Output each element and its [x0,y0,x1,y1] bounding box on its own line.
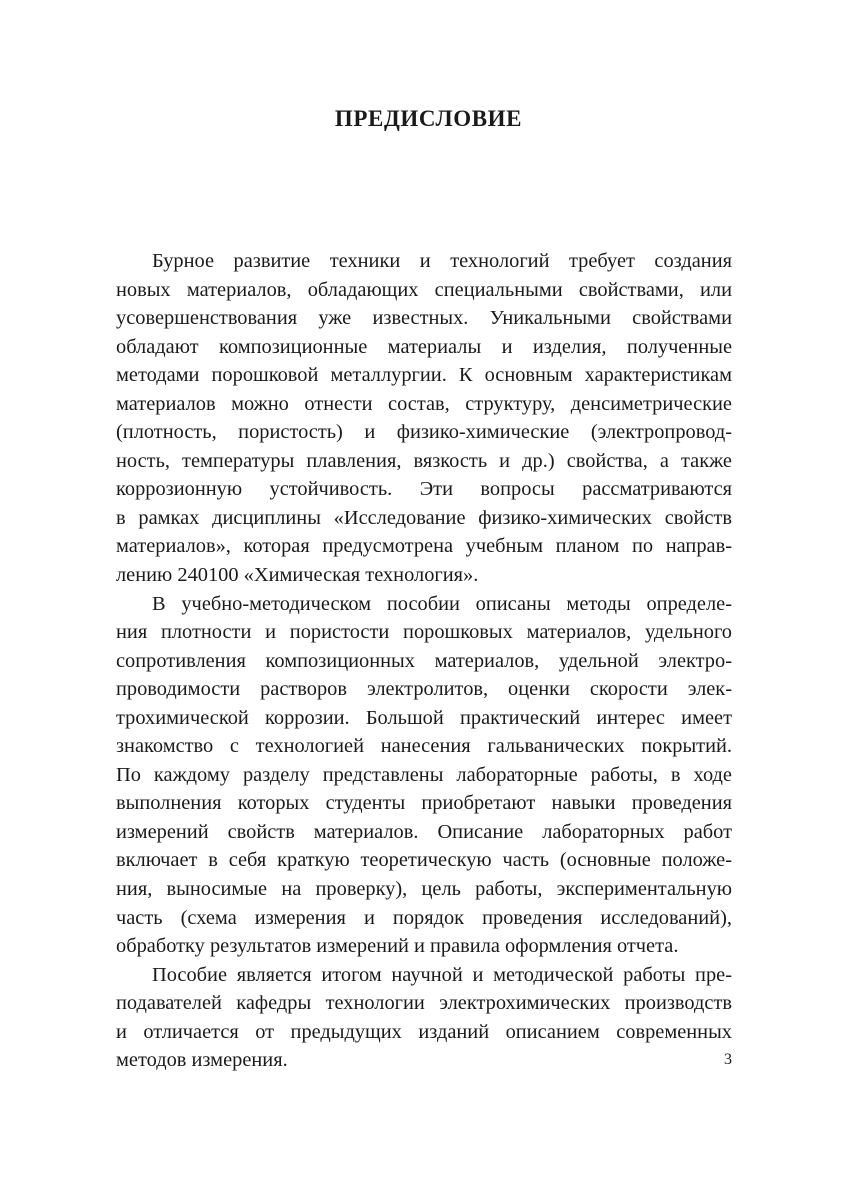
page-number: 3 [724,1051,732,1068]
text-line: (плотность, пористость) и физико-химические (электропровод- [116,421,732,444]
text-line: сопротивления композиционных материалов, удельной электро- [116,649,732,672]
text-line: выполнения которых студенты приобретают навыки проведения [116,792,732,815]
text-line: материалов», которая предусмотрена учебным планом по направ- [116,535,732,558]
text-line: коррозионную устойчивость. Эти вопросы рассматриваются [116,478,732,501]
text-line: знакомство с технологией нанесения гальванических покрытий. [116,735,732,758]
text-line: измерений свойств материалов. Описание лабораторных работ [116,820,732,843]
text-line: и отличается от предыдущих изданий описанием современных [116,1020,732,1043]
text-line: ния плотности и пористости порошковых материалов, удельного [116,621,732,644]
text-line: методами порошковой металлургии. К основным характеристикам [116,364,732,387]
paragraph-3 [116,961,732,1075]
text-line: усовершенствования уже известных. Уникальными свойствами [116,307,732,330]
text-line: новых материалов, обладающих специальными свойствами, или [116,278,732,301]
page-title: ПРЕДИСЛОВИЕ [334,106,523,131]
text-line: материалов можно отнести состав, структуру, денсиметрические [116,392,732,415]
text-line: обладают композиционные материалы и изделия, полученные [116,335,732,358]
text-line: методов измерения. [116,1049,288,1072]
text-line: По каждому разделу представлены лабораторные работы, в ходе [116,763,732,786]
text-line: лению 240100 «Химическая технология». [116,564,479,587]
text-line: включает в себя краткую теоретическую часть (основные положе- [116,849,732,872]
text-line: часть (схема измерения и порядок проведения исследований), [116,906,732,929]
paragraph-2 [116,590,732,961]
text-line: в рамках дисциплины «Исследование физико-химических свойств [116,506,732,529]
preface-body [116,247,732,1075]
text-line: обработку результатов измерений и правила оформления отчета. [116,935,679,958]
text-line: проводимости растворов электролитов, оценки скорости элек- [116,678,732,701]
text-line: Пособие является итогом научной и методической работы пре- [152,963,732,986]
text-line: подавателей кафедры технологии электрохимических производств [116,992,732,1015]
text-line: В учебно-методическом пособии описаны методы определе- [152,592,732,615]
text-line: ность, температуры плавления, вязкость и др.) свойства, а также [116,449,732,472]
text-line: Бурное развитие техники и технологий требует создания [152,250,732,272]
paragraph-1 [116,247,732,590]
text-line: трохимической коррозии. Большой практический интерес имеет [116,706,732,729]
text-line: ния, выносимые на проверку), цель работы, экспериментальную [116,878,732,901]
